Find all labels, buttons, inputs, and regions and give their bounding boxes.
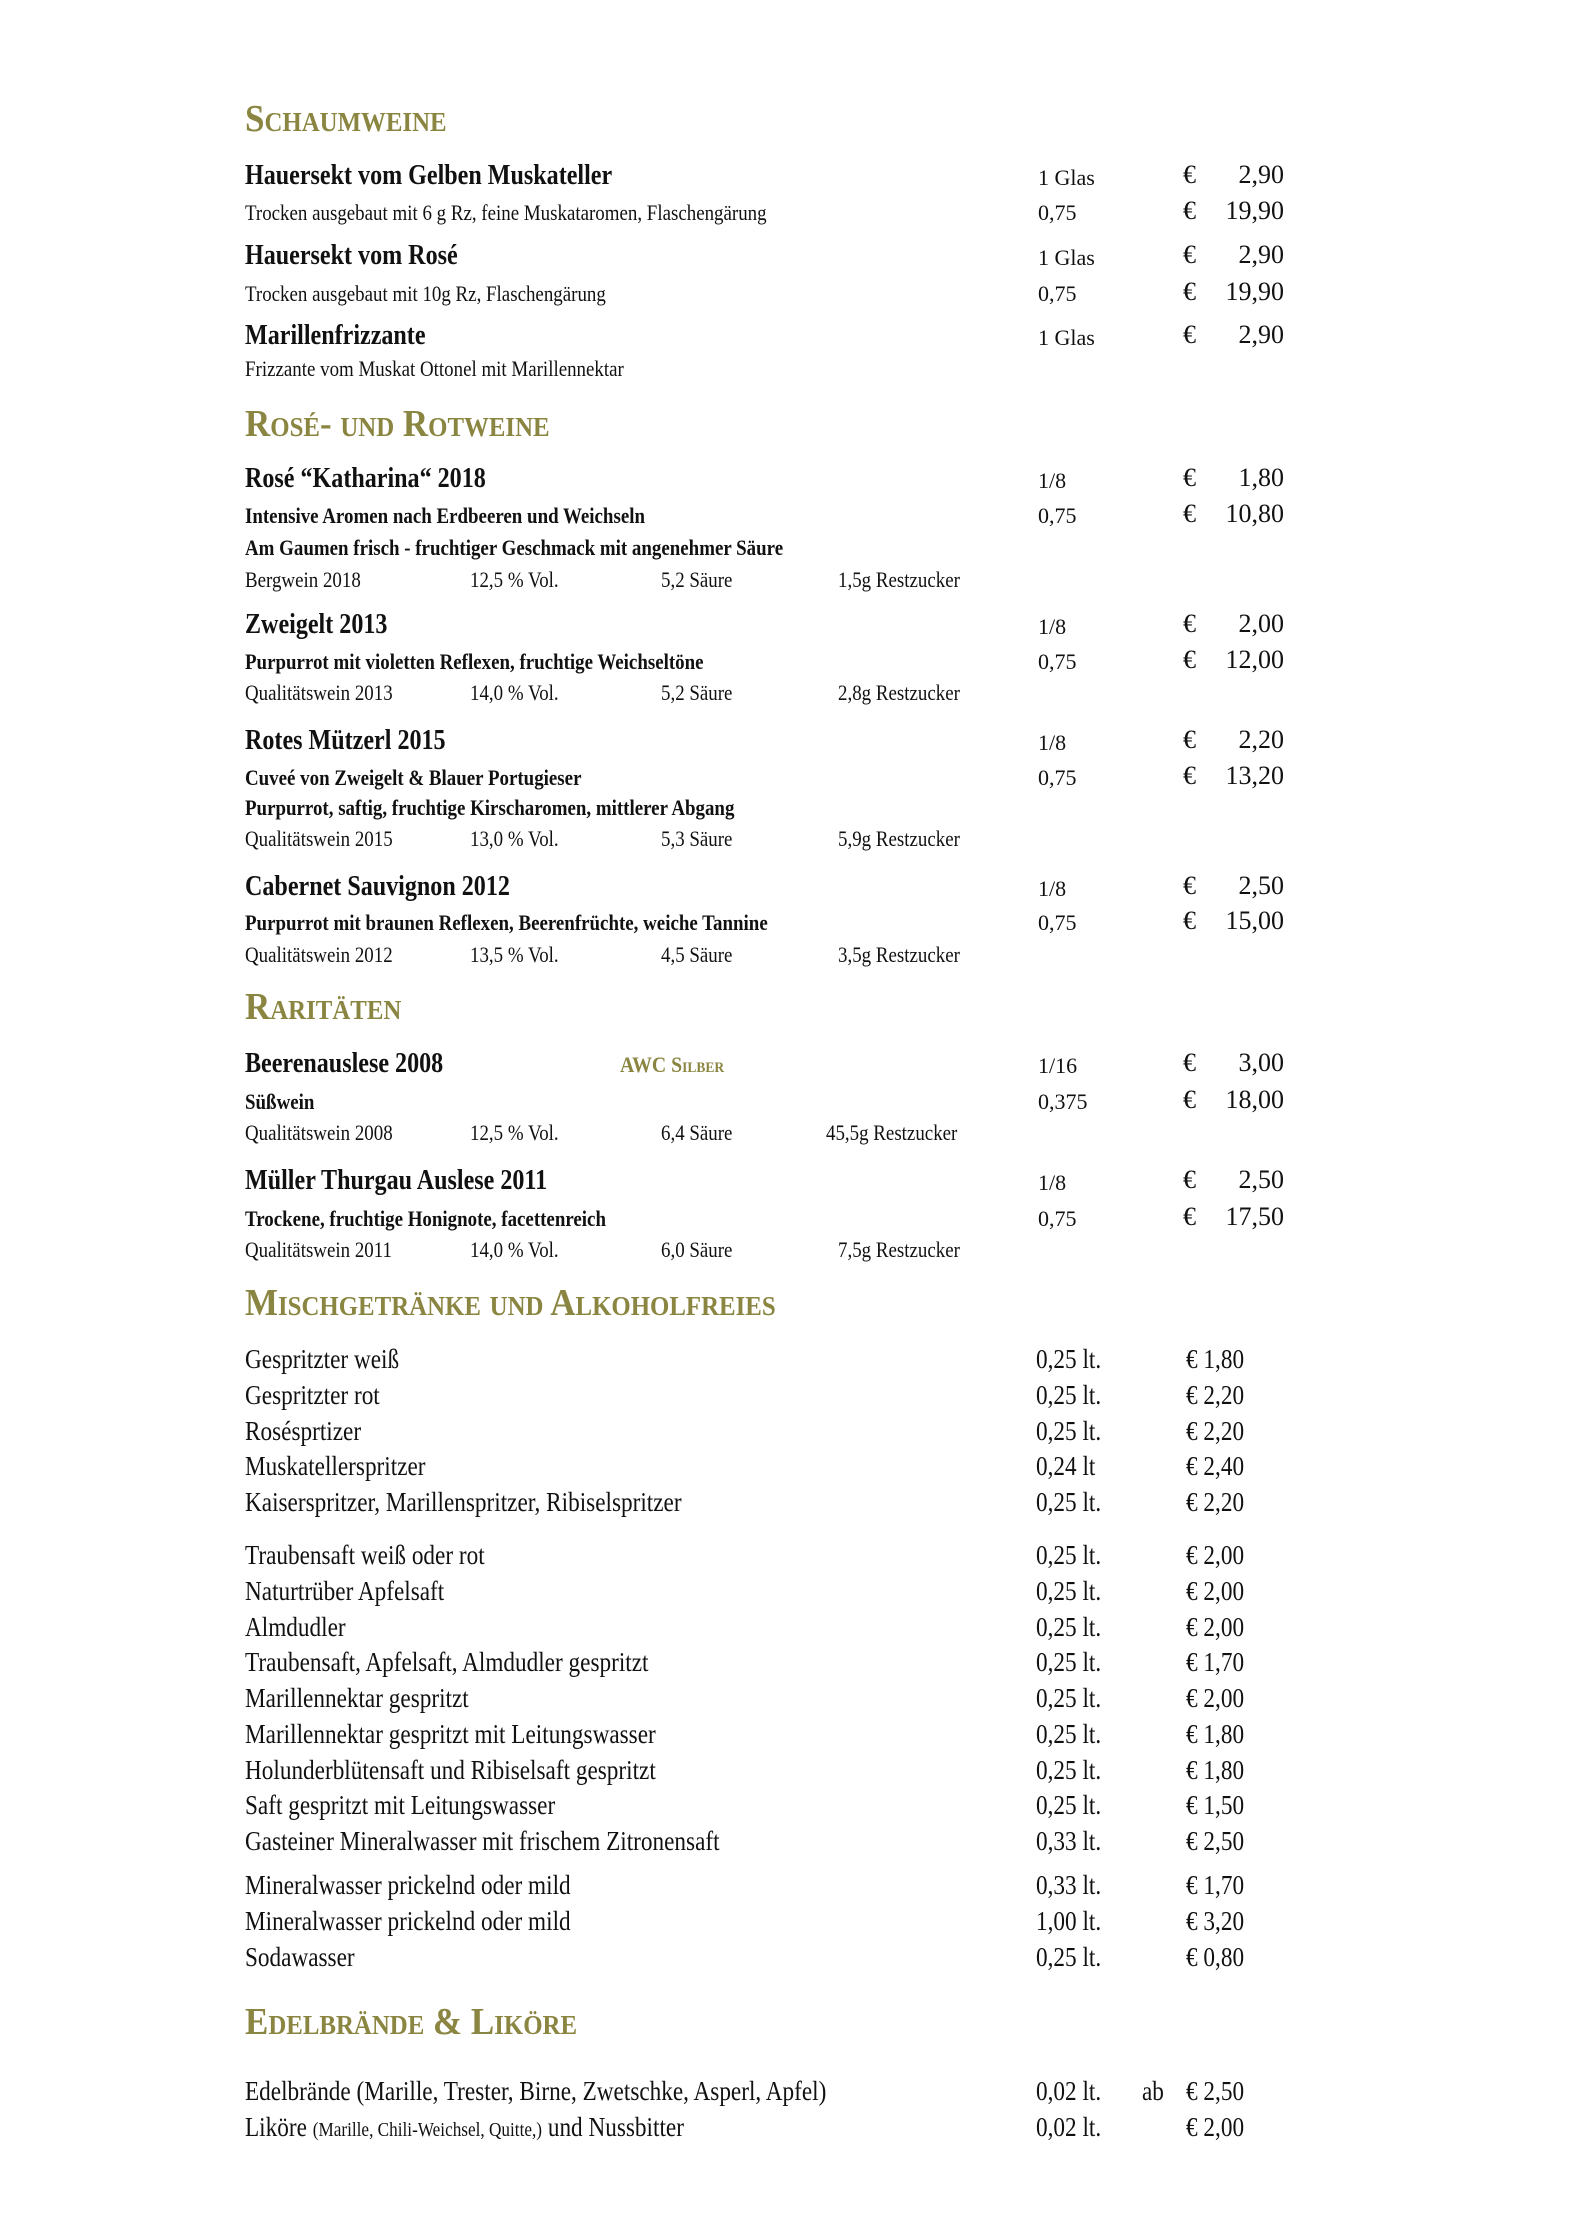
- item-name: Holunderblütensaft und Ribiselsaft gespritzt: [245, 1755, 656, 1785]
- wine-quantity: 1 Glas: [1038, 325, 1095, 350]
- item-price: € 2,00: [1186, 2112, 1245, 2142]
- wine-quantity: 0,375: [1038, 1089, 1088, 1114]
- wine-name: Zweigelt 2013: [245, 609, 388, 640]
- item-price: € 2,40: [1186, 1451, 1245, 1481]
- wine-spec-type: Qualitätswein 2015: [245, 826, 393, 851]
- euro-sign: €: [1183, 1085, 1196, 1114]
- item-name: Mineralwasser prickelnd oder mild: [245, 1870, 571, 1900]
- item-name: Edelbrände (Marille, Trester, Birne, Zwetschke, Asperl, Apfel): [245, 2076, 827, 2106]
- euro-sign: €: [1183, 609, 1196, 638]
- item-price: € 2,20: [1186, 1487, 1245, 1517]
- item-price: € 1,70: [1186, 1870, 1245, 1900]
- wine-spec-acidity: 5,2 Säure: [661, 680, 733, 705]
- item-name: Mineralwasser prickelnd oder mild: [245, 1906, 571, 1936]
- item-quantity: 0,25 lt.: [1036, 1576, 1102, 1606]
- item-name: Rosésprtizer: [245, 1416, 362, 1446]
- wine-quantity: 0,75: [1038, 200, 1077, 225]
- wine-name: Cabernet Sauvignon 2012: [245, 871, 510, 902]
- wine-description: Trocken ausgebaut mit 6 g Rz, feine Muskataromen, Flaschengärung: [245, 200, 767, 225]
- item-quantity: 0,02 lt.: [1036, 2112, 1102, 2142]
- euro-sign: €: [1183, 645, 1196, 674]
- item-price: € 2,50: [1186, 1826, 1245, 1856]
- wine-spec-sugar: 7,5g Restzucker: [838, 1237, 960, 1262]
- section-heading-misch: Mischgetränke und Alkoholfreies: [245, 1282, 776, 1324]
- wine-spec-sugar: 5,9g Restzucker: [838, 826, 960, 851]
- item-name: Almdudler: [245, 1612, 346, 1642]
- wine-description: Purpurrot mit braunen Reflexen, Beerenfrüchte, weiche Tannine: [245, 910, 768, 935]
- item-price: € 1,80: [1186, 1755, 1245, 1785]
- item-price: € 0,80: [1186, 1942, 1245, 1972]
- wine-quantity: 0,75: [1038, 910, 1077, 935]
- wine-spec-sugar: 45,5g Restzucker: [826, 1120, 958, 1145]
- wine-quantity: 1 Glas: [1038, 165, 1095, 190]
- wine-price: 2,90: [1238, 160, 1284, 189]
- wine-spec-acidity: 5,2 Säure: [661, 567, 733, 592]
- wine-description: Am Gaumen frisch - fruchtiger Geschmack mit angenehmer Säure: [245, 535, 784, 560]
- euro-sign: €: [1183, 1048, 1196, 1077]
- item-name: Naturtrüber Apfelsaft: [245, 1576, 445, 1606]
- item-quantity: 0,33 lt.: [1036, 1826, 1102, 1856]
- item-quantity: 0,25 lt.: [1036, 1790, 1102, 1820]
- item-price: € 2,20: [1186, 1380, 1245, 1410]
- wine-price: 19,90: [1225, 196, 1284, 225]
- section-heading-schaumweine: Schaumweine: [245, 98, 447, 140]
- item-name: Gasteiner Mineralwasser mit frischem Zitronensaft: [245, 1826, 720, 1856]
- wine-price: 2,50: [1238, 1165, 1284, 1194]
- item-price: € 2,50: [1186, 2076, 1245, 2106]
- item-name: Gespritzter rot: [245, 1380, 380, 1410]
- item-quantity: 1,00 lt.: [1036, 1906, 1102, 1936]
- wine-spec-alcohol: 14,0 % Vol.: [470, 680, 559, 705]
- wine-spec-alcohol: 12,5 % Vol.: [470, 1120, 559, 1145]
- item-quantity: 0,33 lt.: [1036, 1870, 1102, 1900]
- euro-sign: €: [1183, 871, 1196, 900]
- item-price: € 1,80: [1186, 1719, 1245, 1749]
- item-price: € 2,00: [1186, 1612, 1245, 1642]
- item-name-main: Liköre: [245, 2112, 307, 2142]
- item-price: € 3,20: [1186, 1906, 1245, 1936]
- item-price: € 1,70: [1186, 1647, 1245, 1677]
- item-name: Marillennektar gespritzt mit Leitungswasser: [245, 1719, 656, 1749]
- wine-quantity: 0,75: [1038, 1206, 1077, 1231]
- wine-spec-acidity: 5,3 Säure: [661, 826, 733, 851]
- wine-spec-type: Qualitätswein 2012: [245, 942, 393, 967]
- wine-spec-acidity: 6,4 Säure: [661, 1120, 733, 1145]
- wine-quantity: 1/8: [1038, 1170, 1067, 1195]
- item-name: [245, 2114, 684, 2141]
- item-name-detail: (Marille, Chili-Weichsel, Quitte,): [312, 2119, 543, 2141]
- item-quantity: 0,25 lt.: [1036, 1344, 1102, 1374]
- wine-spec-alcohol: 14,0 % Vol.: [470, 1237, 559, 1262]
- item-quantity: 0,25 lt.: [1036, 1612, 1102, 1642]
- wine-quantity: 0,75: [1038, 649, 1077, 674]
- wine-quantity: 0,75: [1038, 281, 1077, 306]
- euro-sign: €: [1183, 1202, 1196, 1231]
- wine-name: Beerenauslese 2008: [245, 1048, 444, 1079]
- item-quantity: 0,25 lt.: [1036, 1380, 1102, 1410]
- wine-description: Süßwein: [245, 1089, 315, 1114]
- section-heading-edel: Edelbrände & Liköre: [245, 2001, 578, 2043]
- wine-name: Hauersekt vom Rosé: [245, 240, 458, 271]
- wine-description: Frizzante vom Muskat Ottonel mit Marillennektar: [245, 356, 624, 381]
- wine-name: Hauersekt vom Gelben Muskateller: [245, 160, 613, 191]
- item-quantity: 0,25 lt.: [1036, 1755, 1102, 1785]
- section-heading-rotweine: Rosé- und Rotweine: [245, 403, 550, 445]
- wine-description: Purpurrot mit violetten Reflexen, fruchtige Weichseltöne: [245, 649, 704, 674]
- item-price: € 2,00: [1186, 1540, 1245, 1570]
- wine-quantity: 1/8: [1038, 876, 1067, 901]
- wine-spec-acidity: 6,0 Säure: [661, 1237, 733, 1262]
- wine-quantity: 1/8: [1038, 614, 1067, 639]
- wine-spec-type: Qualitätswein 2008: [245, 1120, 393, 1145]
- item-quantity: 0,25 lt.: [1036, 1942, 1102, 1972]
- item-price: € 1,50: [1186, 1790, 1245, 1820]
- item-price: € 1,80: [1186, 1344, 1245, 1374]
- euro-sign: €: [1183, 320, 1196, 349]
- wine-spec-sugar: 2,8g Restzucker: [838, 680, 960, 705]
- wine-name: Müller Thurgau Auslese 2011: [245, 1165, 548, 1196]
- wine-spec-alcohol: 13,0 % Vol.: [470, 826, 559, 851]
- item-quantity: 0,02 lt.: [1036, 2076, 1102, 2106]
- wine-price: 2,50: [1238, 871, 1284, 900]
- wine-price: 15,00: [1225, 906, 1284, 935]
- euro-sign: €: [1183, 277, 1196, 306]
- item-name-tail: und Nussbitter: [547, 2112, 684, 2142]
- wine-quantity: 1/16: [1038, 1053, 1078, 1078]
- item-quantity: 0,25 lt.: [1036, 1540, 1102, 1570]
- wine-price: 10,80: [1225, 499, 1284, 528]
- item-name: Saft gespritzt mit Leitungswasser: [245, 1790, 556, 1820]
- euro-sign: €: [1183, 196, 1196, 225]
- award-badge: AWC Silber: [620, 1052, 725, 1077]
- euro-sign: €: [1183, 906, 1196, 935]
- item-name: Traubensaft, Apfelsaft, Almdudler gespritzt: [245, 1647, 649, 1677]
- item-name: Muskatellerspritzer: [245, 1451, 426, 1481]
- wine-description: Trocken ausgebaut mit 10g Rz, Flaschengärung: [245, 281, 606, 306]
- item-price: € 2,00: [1186, 1576, 1245, 1606]
- euro-sign: €: [1183, 1165, 1196, 1194]
- item-quantity: 0,24 lt: [1036, 1451, 1096, 1481]
- wine-spec-sugar: 3,5g Restzucker: [838, 942, 960, 967]
- wine-price: 3,00: [1238, 1048, 1284, 1077]
- wine-price: 18,00: [1225, 1085, 1284, 1114]
- item-name: Kaiserspritzer, Marillenspritzer, Ribiselspritzer: [245, 1487, 682, 1517]
- wine-description: Purpurrot, saftig, fruchtige Kirscharomen, mittlerer Abgang: [245, 795, 735, 820]
- wine-quantity: 0,75: [1038, 503, 1077, 528]
- wine-quantity: 0,75: [1038, 765, 1077, 790]
- wine-spec-alcohol: 12,5 % Vol.: [470, 567, 559, 592]
- wine-spec-alcohol: 13,5 % Vol.: [470, 942, 559, 967]
- wine-price: 2,90: [1238, 320, 1284, 349]
- item-name: Traubensaft weiß oder rot: [245, 1540, 485, 1570]
- euro-sign: €: [1183, 761, 1196, 790]
- wine-price: 2,90: [1238, 240, 1284, 269]
- wine-price: 2,00: [1238, 609, 1284, 638]
- wine-price: 13,20: [1225, 761, 1284, 790]
- wine-quantity: 1/8: [1038, 730, 1067, 755]
- wine-name: Marillenfrizzante: [245, 320, 426, 351]
- wine-description: Trockene, fruchtige Honignote, facettenreich: [245, 1206, 606, 1231]
- item-quantity: 0,25 lt.: [1036, 1683, 1102, 1713]
- wine-price: 12,00: [1225, 645, 1284, 674]
- wine-quantity: 1 Glas: [1038, 245, 1095, 270]
- wine-description: Cuveé von Zweigelt & Blauer Portugieser: [245, 765, 582, 790]
- item-quantity: 0,25 lt.: [1036, 1416, 1102, 1446]
- item-quantity: 0,25 lt.: [1036, 1647, 1102, 1677]
- wine-spec-type: Qualitätswein 2013: [245, 680, 393, 705]
- wine-price: 2,20: [1238, 725, 1284, 754]
- wine-price: 17,50: [1225, 1202, 1284, 1231]
- item-price: € 2,00: [1186, 1683, 1245, 1713]
- wine-price: 1,80: [1238, 463, 1284, 492]
- item-quantity: 0,25 lt.: [1036, 1487, 1102, 1517]
- euro-sign: €: [1183, 160, 1196, 189]
- wine-price: 19,90: [1225, 277, 1284, 306]
- wine-description: Intensive Aromen nach Erdbeeren und Weichseln: [245, 503, 646, 528]
- wine-spec-type: Qualitätswein 2011: [245, 1237, 392, 1262]
- wine-spec-sugar: 1,5g Restzucker: [838, 567, 960, 592]
- section-heading-raritaeten: Raritäten: [245, 986, 402, 1028]
- price-prefix: ab: [1142, 2076, 1164, 2106]
- wine-name: Rosé “Katharina“ 2018: [245, 463, 486, 494]
- euro-sign: €: [1183, 725, 1196, 754]
- wine-quantity: 1/8: [1038, 468, 1067, 493]
- wine-spec-acidity: 4,5 Säure: [661, 942, 733, 967]
- wine-spec-type: Bergwein 2018: [245, 567, 361, 592]
- item-quantity: 0,25 lt.: [1036, 1719, 1102, 1749]
- wine-name: Rotes Mützerl 2015: [245, 725, 446, 756]
- euro-sign: €: [1183, 463, 1196, 492]
- item-name: Gespritzter weiß: [245, 1344, 400, 1374]
- euro-sign: €: [1183, 240, 1196, 269]
- item-name: Sodawasser: [245, 1942, 355, 1972]
- item-name: Marillennektar gespritzt: [245, 1683, 469, 1713]
- item-price: € 2,20: [1186, 1416, 1245, 1446]
- euro-sign: €: [1183, 499, 1196, 528]
